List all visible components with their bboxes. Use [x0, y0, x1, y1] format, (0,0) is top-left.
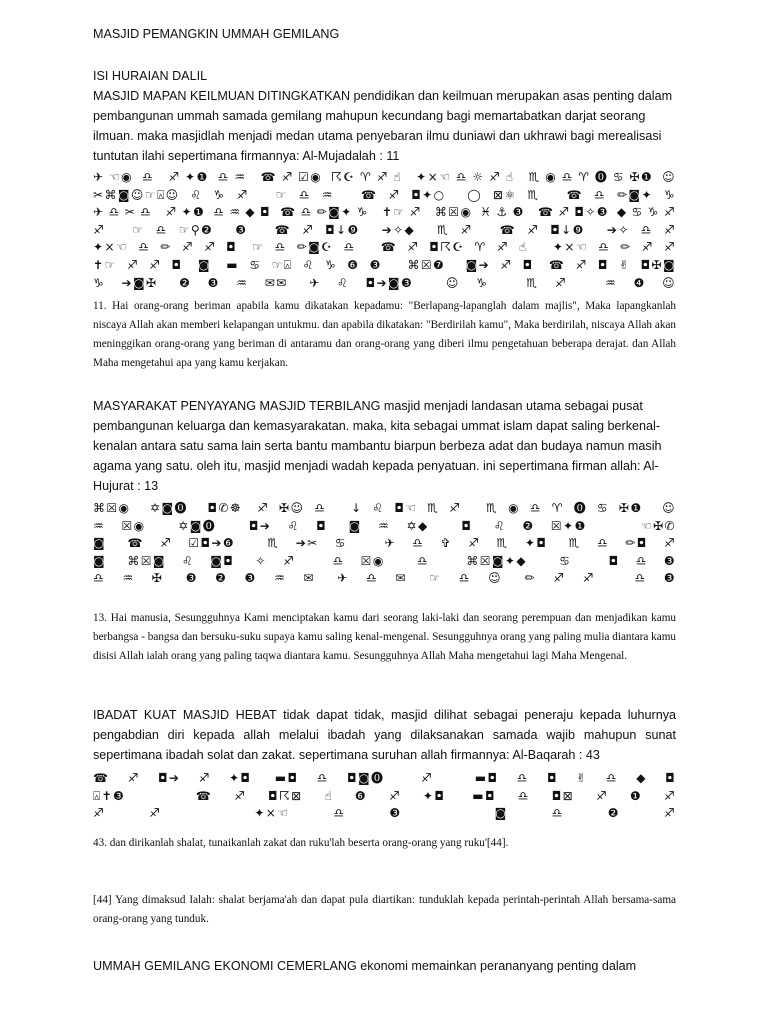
document-title: MASJID PEMANGKIN UMMAH GEMILANG: [93, 27, 340, 41]
verse-translation: 11. Hai orang-orang beriman apabila kamu dikatakan kepadamu: "Berlapang-lapanglah dalam majlis", Maka lapangkanlah niscaya Allah akan memberi kelapangan untukmu. dan apabila dikatakan: "Berdirilah kamu", Maka berdirilah, niscaya Allah akan meninggikan orang-orang yang beriman di antaramu dan orang-orang yang diberi ilmu pengetahuan beberapa derajat. dan Allah Maha mengetahui apa yang kamu kerjakan.: [93, 300, 676, 369]
verse-line: ♑︎➔︎◙︎✠︎ ❷︎❸︎♒︎✉︎✉︎ ✈︎♌︎◘︎➔︎◙︎❸︎☺︎♑︎ ♏︎♐︎ ♒︎❹︎☺︎: [93, 275, 676, 290]
arabic-verse-block: [93, 169, 676, 292]
verse-line: ♎︎♒︎✠︎ ❸︎❷︎❸︎♒︎✉︎ ✈︎♎︎✉︎ ☞︎♎︎☺︎ ✏︎♐︎♐︎ ♎︎❸︎: [93, 571, 676, 586]
section-paragraph: MASJID MAPAN KEILMUAN DITINGKATKAN pendidikan dan keilmuan merupakan asas penting dalam pembangunan ummah samada gemilang mahupun kecundang bagi memartabatkan darjat seorang ilmuan. maka masjidlah menjadi medan utama penyebaran ilmu duniawi dan ukhrawi bagi merealisasi tuntutan ilahi sepertimana firmannya: Al-Mujadalah : 11: [93, 89, 673, 163]
verse-line: ◙︎ ☎︎♐︎☑︎◘︎➔︎❻︎♏︎➔︎✂︎♋︎ ✈︎♎︎✞︎♐︎♏︎✦︎◘︎ ♏︎♎︎✏︎◘︎♐︎: [93, 536, 676, 551]
verse-line: ✝︎☞︎♐︎♐︎◘︎ ◙︎ ▬︎♋︎☞︎⍓︎♌︎♑︎❻︎❸︎ ⌘︎☒︎❼︎◙︎➔︎♐︎◘︎ ☎︎♐︎◘︎✌︎◘︎✠︎◙︎: [93, 257, 676, 272]
verse-line: ♒︎☒︎◉︎✡︎◙︎⓿︎◘︎➔︎♌︎◘︎ ◙︎♒︎✡︎◆︎◘︎ ♌︎❷︎☒︎✦︎❶︎ ☜︎✠︎✆︎: [93, 518, 676, 533]
verse-translation: 13. Hai manusia, Sesungguhnya Kami menciptakan kamu dari seorang laki-laki dan seorang perempuan dan menjadikan kamu berbangsa - bangsa dan bersuku-suku supaya kamu saling kenal-mengenal. Sesungguhnya orang yang paling mulia diantara kamu disisi Allah ialah orang yang paling taqwa diantara kamu. Sesungguhnya Allah Maha mengetahui lagi Maha Mengenal.: [93, 612, 676, 662]
verse-translation: 43. dan dirikanlah shalat, tunaikanlah zakat dan ruku'lah beserta orang-orang yang ruku'[44].: [93, 837, 509, 849]
verse-line: ✈︎☜︎◉︎♎︎ ♐︎✦︎❶︎♎︎♒︎ ☎︎♐︎☑︎◉︎☈︎☪︎♈︎♐︎☝︎ ✦︎×︎☜︎♎︎☼︎♐︎☝︎ ♏︎◉︎♎︎♈︎⓿︎♋︎✠︎❶︎☺︎: [93, 170, 676, 184]
footnote: [44] Yang dimaksud Ialah: shalat berjama'ah dan dapat pula diartikan: tunduklah kepada perintah-perintah Allah bersama-sama orang-orang yang tunduk.: [93, 894, 676, 925]
verse-line: ⌘︎☒︎◉︎✡︎◙︎⓿︎◘︎✆︎☸︎ ♐︎✠︎☺︎♎︎ ↓︎♌︎◘︎☜︎♏︎♐︎ ♏︎◉︎♎︎♈︎⓿︎♋︎✠︎❶︎☺︎: [93, 501, 676, 515]
verse-line: ♐︎ ☞︎♎︎☞︎⚲︎❷︎❸︎ ☎︎♐︎◘︎↓︎❾︎➔︎✧︎◆︎♏︎♐︎ ☎︎♐︎◘︎↓︎❾︎➔︎✧︎♎︎♐︎: [93, 222, 676, 237]
verse-line: ✦︎×︎☜︎♎︎✏︎♐︎♐︎◘︎ ☞︎♎︎✏︎◙︎☪︎♎︎ ☎︎♐︎◘︎☈︎☪︎♈︎♐︎☝︎ ✦︎×︎☜︎♎︎✏︎♐︎♐︎: [93, 240, 676, 255]
section-paragraph: UMMAH GEMILANG EKONOMI CEMERLANG ekonomi memainkan perananyang penting dalam: [93, 959, 637, 973]
verse-line: ✈︎♎︎✂︎♎︎ ♐︎✦︎❶︎♎︎♒︎◆︎◘︎ ☎︎♎︎✏︎◙︎✦︎♑︎ ✝︎☞︎♐︎ ⌘︎☒︎◉︎♓︎⚓︎❸︎ ☎︎♐︎◘︎✧︎❸︎◆︎♋︎♑︎♐︎: [93, 205, 676, 220]
verse-line: ☎︎♐︎◘︎➔︎♐︎✦︎◘︎ ▬︎◘︎♎︎◘︎◙︎⓿︎♐︎ ▬︎◘︎♎︎◘︎✌︎♎︎◆︎◘︎: [93, 771, 676, 785]
verse-line: ✂︎⌘︎◙︎☺︎☞︎⍓︎☺︎♌︎♑︎♐︎ ☞︎♎︎♒︎ ☎︎♐︎◘︎✦︎○︎◯︎⊠︎⚛︎♏︎ ☎︎♎︎✏︎◙︎✦︎♑︎: [93, 187, 676, 202]
section-heading: ISI HURAIAN DALIL: [93, 69, 208, 83]
section-paragraph: MASYARAKAT PENYAYANG MASJID TERBILANG masjid menjadi landasan utama sebagai pusat pembangunan keluarga dan kemasyarakatan. maka, kita sebagai ummat islam dapat saling berkenal-kenalan antara satu sama lain serta bantu mambantu biarpun berbeza adat dan budaya namun masih agama yang satu. oleh itu, masjid menjadi wadah kepada penyatuan. ini sepertimana firman allah: Al-Hujurat : 13: [93, 399, 662, 493]
verse-line: ♐︎♐︎ ✦︎×︎☜︎♎︎❸︎ ◙︎♎︎❷︎♐︎: [93, 806, 676, 821]
arabic-verse-block: [93, 500, 676, 588]
verse-line: ⍓︎✝︎❸︎ ☎︎♐︎◘︎☈︎⊠︎☝︎❻︎♐︎✦︎◘︎ ▬︎◘︎♎︎◘︎⊠︎♐︎❶︎♐︎: [93, 788, 676, 803]
section-paragraph: IBADAT KUAT MASJID HEBAT tidak dapat tidak, masjid dilihat sebagai peneraju kepada luhurnya pengabdian diri kepada allah melalui ibadah yang dilaksanakan samada wajib mahupun sunat sepertimana ibadah solat dan zakat. sepertimana suruhan allah firmannya: Al-Baqarah : 43: [93, 708, 676, 762]
arabic-verse-block: [93, 770, 676, 823]
verse-line: ◙︎ ⌘︎☒︎◙︎♌︎◙︎◘︎ ✧︎♐︎ ♎︎☒︎◉︎♎︎ ⌘︎☒︎◙︎✦︎◆︎♋︎ ◘︎♎︎❸︎: [93, 553, 676, 568]
